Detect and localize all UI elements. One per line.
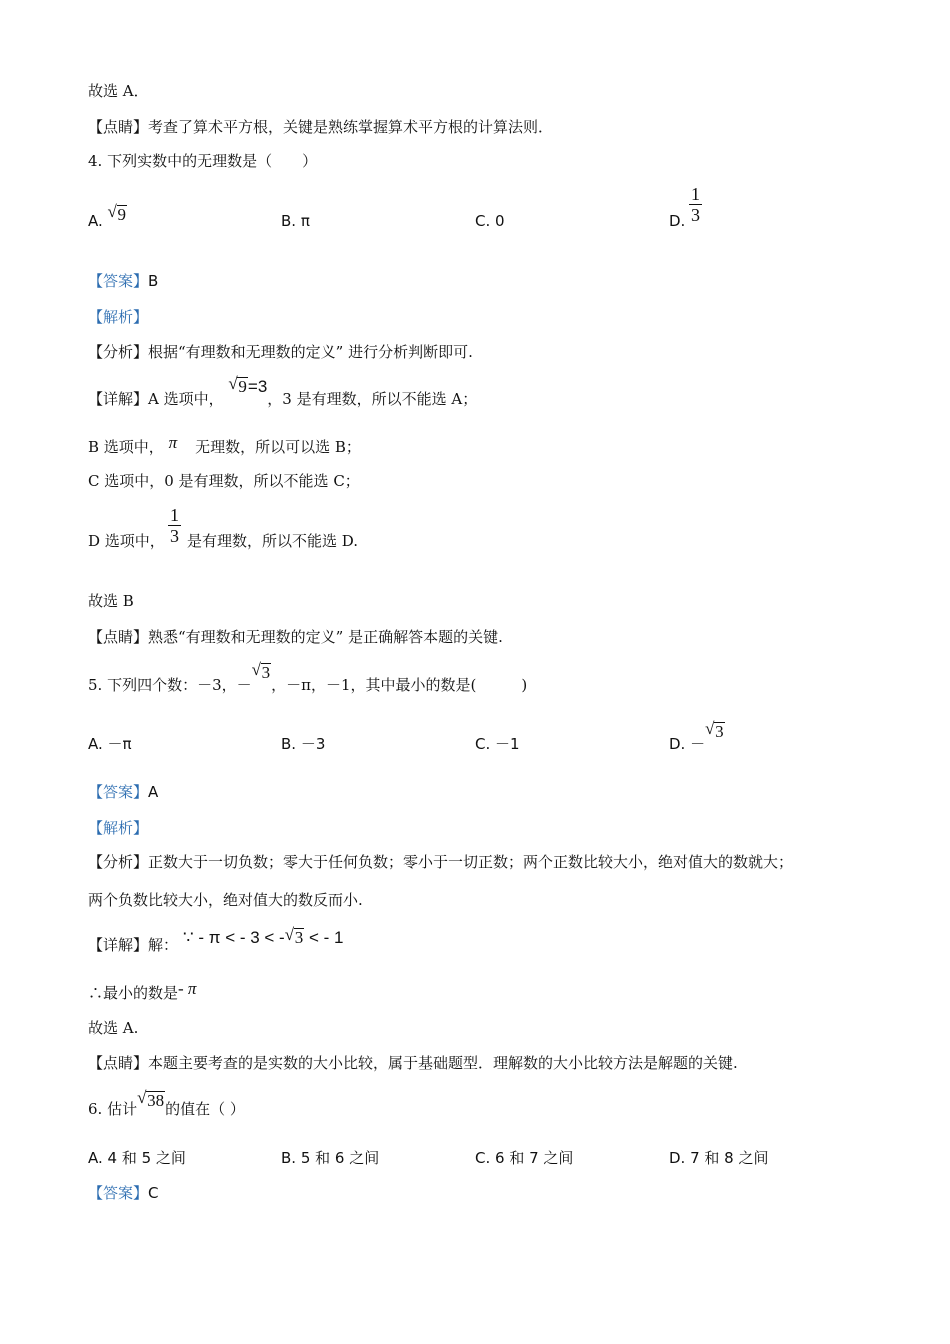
q6-option-a bbox=[88, 1148, 186, 1168]
sqrt-radicand: 9 bbox=[238, 377, 247, 396]
q4-question-text: 4. 下列实数中的无理数是（ ） bbox=[88, 152, 318, 170]
sqrt-symbol: √ 3 bbox=[284, 925, 304, 947]
q4-fenxi bbox=[88, 342, 473, 362]
q4-detail-a bbox=[88, 374, 478, 409]
q4-option-d-fraction bbox=[689, 184, 702, 225]
so-choose-text: 故选 A. bbox=[88, 1019, 139, 1037]
inequality-left: ∵ - π < - 3 < - bbox=[182, 928, 285, 947]
q5-fenxi-2 bbox=[88, 890, 363, 910]
q4-analysis bbox=[88, 307, 148, 327]
sqrt-radicand: 38 bbox=[147, 1091, 165, 1110]
detail-prefix: 解： bbox=[148, 936, 179, 954]
q6-option-b-label: B. 5 和 6 之间 bbox=[281, 1149, 380, 1167]
q4-detail-b bbox=[88, 433, 361, 457]
q6-option-d bbox=[669, 1148, 768, 1168]
q5-option-b bbox=[281, 734, 325, 754]
answer-label: 【答案】 bbox=[88, 1184, 149, 1202]
q4-so-choose bbox=[88, 591, 134, 611]
neg-pi-symbol: - π bbox=[178, 979, 197, 998]
fenxi-label: 【分析】 bbox=[88, 853, 149, 871]
q5-analysis bbox=[88, 818, 148, 838]
fraction-denominator: 3 bbox=[170, 526, 179, 546]
q5-option-a bbox=[88, 734, 132, 754]
tip-line bbox=[88, 117, 553, 137]
pi-symbol: π bbox=[168, 433, 178, 452]
fenxi-text: 根据“有理数和无理数的定义” 进行分析判断即可. bbox=[148, 343, 473, 361]
answer-label: 【答案】 bbox=[88, 783, 149, 801]
q4-option-d-label: D. bbox=[669, 212, 686, 230]
answer-value: A bbox=[148, 783, 159, 801]
q5-detail bbox=[88, 925, 344, 955]
sqrt-symbol: √ 3 bbox=[705, 719, 724, 741]
detail-d-fraction bbox=[168, 505, 181, 546]
answer-label: 【答案】 bbox=[88, 272, 149, 290]
detail-d-prefix: D 选项中， bbox=[88, 532, 165, 550]
answer-value: C bbox=[148, 1184, 159, 1202]
detail-c-text: C 选项中，0 是有理数，所以不能选 C； bbox=[88, 472, 360, 490]
q6-question-suffix: 的值在（ ） bbox=[165, 1100, 245, 1118]
fenxi-text-2: 两个负数比较大小，绝对值大的数反而小. bbox=[88, 891, 363, 909]
fenxi-text-1: 正数大于一切负数；零大于任何负数；零小于一切正数；两个正数比较大小，绝对值大的数就大； bbox=[148, 853, 794, 871]
detail-b-prefix: B 选项中， bbox=[88, 438, 164, 456]
fraction-denominator: 3 bbox=[691, 205, 700, 225]
sqrt-radicand: 9 bbox=[117, 205, 127, 224]
so-choose-line bbox=[88, 81, 149, 101]
q5-option-b-label: B. －3 bbox=[281, 735, 326, 753]
detail-a-suffix: ，3 是有理数，所以不能选 A； bbox=[267, 390, 478, 408]
q4-detail-c bbox=[88, 471, 360, 491]
sqrt-symbol: √ 9 bbox=[107, 202, 127, 224]
q4-option-d bbox=[669, 211, 685, 231]
q5-question bbox=[88, 660, 528, 695]
q5-answer bbox=[88, 782, 158, 802]
q4-option-a-label: A. bbox=[88, 212, 103, 230]
q4-tip bbox=[88, 627, 503, 647]
q4-detail-d-suffix bbox=[187, 531, 358, 551]
q6-answer bbox=[88, 1183, 159, 1203]
sqrt-symbol: √ 38 bbox=[137, 1088, 165, 1110]
q4-option-c-label: C. 0 bbox=[475, 212, 505, 230]
q6-option-a-label: A. 4 和 5 之间 bbox=[88, 1149, 186, 1167]
q6-option-d-label: D. 7 和 8 之间 bbox=[669, 1149, 769, 1167]
q5-option-c bbox=[475, 734, 520, 754]
fenxi-label: 【分析】 bbox=[88, 343, 149, 361]
tip-label: 【点睛】 bbox=[88, 118, 149, 136]
tip-text: 熟悉“有理数和无理数的定义” 是正确解答本题的关键. bbox=[148, 628, 503, 646]
q6-option-c-label: C. 6 和 7 之间 bbox=[475, 1149, 574, 1167]
detail-a-prefix: A 选项中， bbox=[148, 390, 224, 408]
q4-option-b-label: B. π bbox=[281, 212, 310, 230]
analysis-label: 【解析】 bbox=[88, 819, 149, 837]
detail-label: 【详解】 bbox=[88, 390, 149, 408]
q5-question-prefix: 5. 下列四个数：－3，－ bbox=[88, 676, 252, 694]
so-choose-text: 故选 B bbox=[88, 592, 134, 610]
q6-question bbox=[88, 1088, 245, 1119]
detail-b-suffix: 无理数，所以可以选 B； bbox=[195, 438, 361, 456]
q6-option-b bbox=[281, 1148, 379, 1168]
q6-question-prefix: 6. 估计 bbox=[88, 1100, 138, 1118]
tip-label: 【点睛】 bbox=[88, 628, 149, 646]
q5-conclude bbox=[88, 979, 197, 1003]
fraction-numerator: 1 bbox=[691, 184, 700, 204]
fraction-numerator: 1 bbox=[170, 505, 179, 525]
sqrt-symbol: √ 9 bbox=[228, 374, 247, 396]
q4-option-a bbox=[88, 202, 127, 231]
q4-option-b bbox=[281, 211, 310, 231]
conclude-text: ∴最小的数是 bbox=[88, 984, 179, 1002]
q5-option-a-label: A. －π bbox=[88, 735, 132, 753]
q5-question-suffix: ，－π，－1，其中最小的数是( ) bbox=[271, 676, 528, 694]
so-choose-text: 故选 A． bbox=[88, 82, 149, 100]
sqrt-radicand: 3 bbox=[261, 663, 271, 682]
q5-option-c-label: C. －1 bbox=[475, 735, 520, 753]
tip-text: 考查了算术平方根，关键是熟练掌握算术平方根的计算法则． bbox=[148, 118, 554, 136]
q5-fenxi-1 bbox=[88, 852, 793, 872]
q5-tip bbox=[88, 1053, 738, 1073]
sqrt-radicand: 3 bbox=[715, 722, 724, 741]
detail-a-equals: =3 bbox=[247, 377, 268, 396]
tip-text: 本题主要考查的是实数的大小比较，属于基础题型．理解数的大小比较方法是解题的关键. bbox=[148, 1054, 738, 1072]
detail-label: 【详解】 bbox=[88, 936, 149, 954]
tip-label: 【点睛】 bbox=[88, 1054, 149, 1072]
answer-value: B bbox=[148, 272, 159, 290]
q4-answer bbox=[88, 271, 158, 291]
q4-question bbox=[88, 151, 317, 171]
q4-detail-d bbox=[88, 531, 165, 551]
analysis-label: 【解析】 bbox=[88, 308, 149, 326]
q5-so-choose bbox=[88, 1018, 138, 1038]
q6-option-c bbox=[475, 1148, 573, 1168]
q5-option-d bbox=[669, 719, 725, 754]
sqrt-symbol: √ 3 bbox=[251, 660, 271, 682]
q5-option-d-label: D. － bbox=[669, 735, 706, 753]
q4-option-c bbox=[475, 211, 505, 231]
inequality-right: < - 1 bbox=[309, 928, 344, 947]
detail-d-suffix: 是有理数，所以不能选 D. bbox=[187, 532, 359, 550]
sqrt-radicand: 3 bbox=[294, 928, 304, 947]
